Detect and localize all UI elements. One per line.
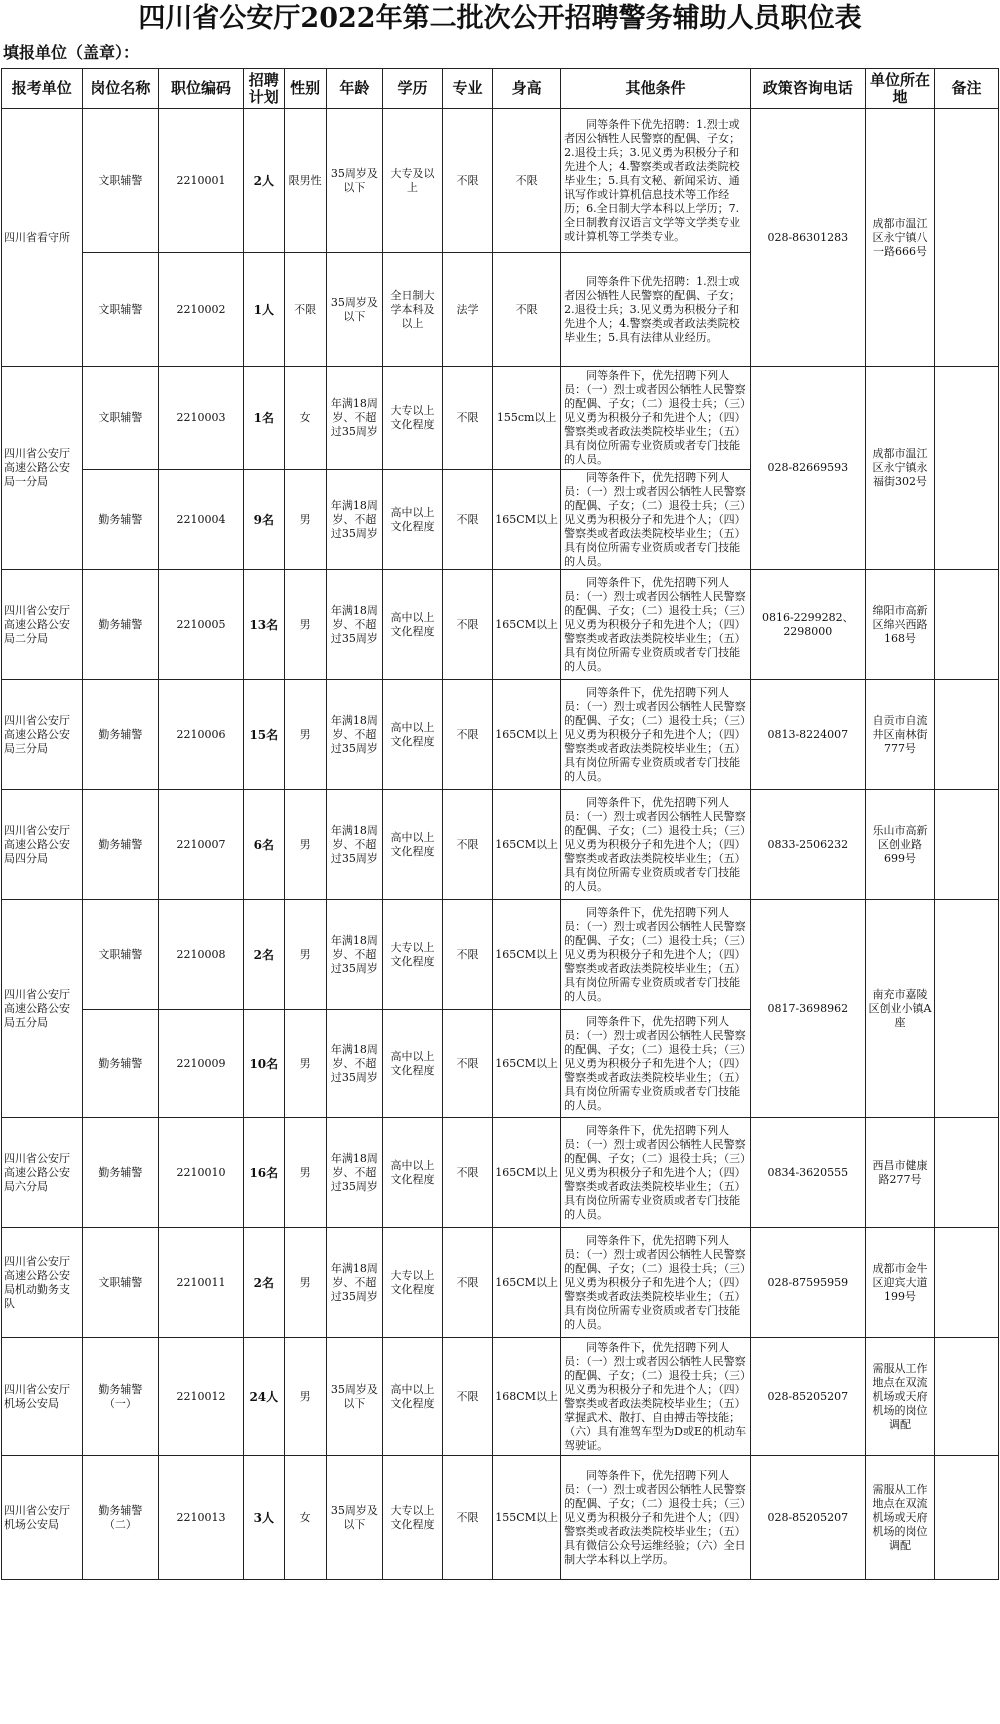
post-cell: 勤务辅警 [82,1118,158,1228]
header-education: 学历 [383,69,443,109]
age-cell: 35周岁及以下 [326,109,383,253]
code-cell: 2210007 [159,790,244,900]
header-notes: 备注 [935,69,999,109]
plan-cell: 2名 [243,1228,284,1338]
major-cell: 法学 [442,253,492,367]
unit-cell: 四川省看守所 [2,109,83,367]
phone-cell: 0816-2299282、2298000 [750,570,865,680]
height-cell: 165CM以上 [493,1118,561,1228]
plan-cell: 10名 [243,1010,284,1118]
unit-cell: 四川省公安厅机场公安局 [2,1338,83,1456]
table-row [2,680,999,790]
table-row [2,570,999,680]
location-cell: 需服从工作地点在双流机场或天府机场的岗位调配 [865,1338,934,1456]
code-cell: 2210010 [159,1118,244,1228]
header-gender: 性别 [284,69,326,109]
page-title: 四川省公安厅2022年第二批次公开招聘警务辅助人员职位表 [138,3,862,34]
gender-cell: 男 [284,470,326,570]
plan-cell: 13名 [243,570,284,680]
unit-cell: 四川省公安厅高速公路公安局六分局 [2,1118,83,1228]
height-cell: 155cm以上 [493,367,561,470]
header-age: 年龄 [326,69,383,109]
age-cell: 年满18周岁、不超过35周岁 [326,680,383,790]
header-code: 职位编码 [159,69,244,109]
height-cell: 不限 [493,109,561,253]
table-row [2,1228,999,1338]
education-cell: 高中以上文化程度 [383,1118,443,1228]
phone-cell: 028-85205207 [750,1456,865,1580]
table-row [2,1456,999,1580]
age-cell: 年满18周岁、不超过35周岁 [326,1228,383,1338]
height-cell: 168CM以上 [493,1338,561,1456]
other-conditions-cell: 同等条件下，优先招聘下列人员：（一）烈士或者因公牺牲人民警察的配偶、子女；（二）退役士兵；（三）见义勇为积极分子和先进个人；（四）警察类或者政法类院校毕业生；（五）具有岗位所需专业资质或者专门技能的人员。 [561,680,751,790]
phone-cell: 0834-3620555 [750,1118,865,1228]
notes-cell [935,1338,999,1456]
plan-cell: 16名 [243,1118,284,1228]
notes-cell [935,680,999,790]
education-cell: 大专以上文化程度 [383,900,443,1010]
education-cell: 大专以上文化程度 [383,1456,443,1580]
header-major: 专业 [442,69,492,109]
location-cell: 绵阳市高新区绵兴西路168号 [865,570,934,680]
phone-cell: 028-82669593 [750,367,865,570]
post-cell: 文职辅警 [82,900,158,1010]
height-cell: 165CM以上 [493,1228,561,1338]
location-cell: 南充市嘉陵区创业小镇A座 [865,900,934,1118]
age-cell: 35周岁及以下 [326,253,383,367]
education-cell: 高中以上文化程度 [383,470,443,570]
code-cell: 2210002 [159,253,244,367]
education-cell: 高中以上文化程度 [383,790,443,900]
header-phone: 政策咨询电话 [750,69,865,109]
plan-cell: 2人 [243,109,284,253]
header-plan: 招聘计划 [243,69,284,109]
code-cell: 2210013 [159,1456,244,1580]
other-conditions-cell: 同等条件下优先招聘：1.烈士或者因公牺牲人民警察的配偶、子女；2.退役士兵；3.见义勇为积极分子和先进个人；4.警察类或者政法类院校毕业生；5.具有法律从业经历。 [561,253,751,367]
location-cell: 自贡市自流井区南林街777号 [865,680,934,790]
post-cell: 勤务辅警 [82,680,158,790]
other-conditions-cell: 同等条件下，优先招聘下列人员：（一）烈士或者因公牺牲人民警察的配偶、子女；（二）退役士兵；（三）见义勇为积极分子和先进个人；（四）警察类或者政法类院校毕业生；（五）具有岗位所需专业资质或者专门技能的人员。 [561,1010,751,1118]
notes-cell [935,367,999,570]
plan-cell: 6名 [243,790,284,900]
phone-cell: 0817-3698962 [750,900,865,1118]
major-cell: 不限 [442,570,492,680]
code-cell: 2210012 [159,1338,244,1456]
post-cell: 勤务辅警 [82,570,158,680]
gender-cell: 男 [284,790,326,900]
age-cell: 年满18周岁、不超过35周岁 [326,1010,383,1118]
age-cell: 年满18周岁、不超过35周岁 [326,367,383,470]
education-cell: 高中以上文化程度 [383,1338,443,1456]
education-cell: 高中以上文化程度 [383,1010,443,1118]
table-row [2,367,999,470]
positions-table [1,68,999,1580]
unit-cell: 四川省公安厅高速公路公安局一分局 [2,367,83,570]
major-cell: 不限 [442,109,492,253]
age-cell: 年满18周岁、不超过35周岁 [326,470,383,570]
other-conditions-cell: 同等条件下，优先招聘下列人员：（一）烈士或者因公牺牲人民警察的配偶、子女；（二）退役士兵；（三）见义勇为积极分子和先进个人；（四）警察类或者政法类院校毕业生；（五）具有岗位所需专业资质或者专门技能的人员。 [561,790,751,900]
other-conditions-cell: 同等条件下，优先招聘下列人员：（一）烈士或者因公牺牲人民警察的配偶、子女；（二）退役士兵；（三）见义勇为积极分子和先进个人；（四）警察类或者政法类院校毕业生；（五）具有岗位所需专业资质或者专门技能的人员。 [561,1228,751,1338]
post-cell: 文职辅警 [82,367,158,470]
code-cell: 2210005 [159,570,244,680]
height-cell: 165CM以上 [493,470,561,570]
education-cell: 高中以上文化程度 [383,570,443,680]
gender-cell: 男 [284,1010,326,1118]
table-row [2,790,999,900]
major-cell: 不限 [442,1338,492,1456]
education-cell: 高中以上文化程度 [383,680,443,790]
unit-cell: 四川省公安厅高速公路公安局四分局 [2,790,83,900]
table-row [2,900,999,1010]
unit-cell: 四川省公安厅高速公路公安局五分局 [2,900,83,1118]
header-row [2,69,999,109]
notes-cell [935,1228,999,1338]
unit-cell: 四川省公安厅高速公路公安局三分局 [2,680,83,790]
age-cell: 年满18周岁、不超过35周岁 [326,900,383,1010]
code-cell: 2210009 [159,1010,244,1118]
major-cell: 不限 [442,1118,492,1228]
other-conditions-cell: 同等条件下，优先招聘下列人员：（一）烈士或者因公牺牲人民警察的配偶、子女；（二）退役士兵；（三）见义勇为积极分子和先进个人；（四）警察类或者政法类院校毕业生；（五）具有岗位所需专业资质或者专门技能的人员。 [561,900,751,1010]
phone-cell: 028-87595959 [750,1228,865,1338]
unit-cell: 四川省公安厅高速公路公安局机动勤务支队 [2,1228,83,1338]
major-cell: 不限 [442,367,492,470]
code-cell: 2210011 [159,1228,244,1338]
height-cell: 165CM以上 [493,1010,561,1118]
code-cell: 2210003 [159,367,244,470]
post-cell: 勤务辅警 [82,1010,158,1118]
table-row [2,109,999,253]
height-cell: 165CM以上 [493,570,561,680]
phone-cell: 0833-2506232 [750,790,865,900]
notes-cell [935,1456,999,1580]
plan-cell: 1人 [243,253,284,367]
gender-cell: 男 [284,1338,326,1456]
location-cell: 成都市金牛区迎宾大道199号 [865,1228,934,1338]
phone-cell: 0813-8224007 [750,680,865,790]
plan-cell: 1名 [243,367,284,470]
post-cell: 勤务辅警 [82,790,158,900]
unit-cell: 四川省公安厅高速公路公安局二分局 [2,570,83,680]
other-conditions-cell: 同等条件下，优先招聘下列人员：（一）烈士或者因公牺牲人民警察的配偶、子女；（二）退役士兵；（三）见义勇为积极分子和先进个人；（四）警察类或者政法类院校毕业生；（五）具有岗位所需专业资质或者专门技能的人员。 [561,1118,751,1228]
location-cell: 成都市温江区永宁镇八一路666号 [865,109,934,367]
code-cell: 2210004 [159,470,244,570]
height-cell: 165CM以上 [493,900,561,1010]
height-cell: 155CM以上 [493,1456,561,1580]
plan-cell: 15名 [243,680,284,790]
location-cell: 西昌市健康路277号 [865,1118,934,1228]
gender-cell: 男 [284,680,326,790]
other-conditions-cell: 同等条件下，优先招聘下列人员：（一）烈士或者因公牺牲人民警察的配偶、子女；（二）退役士兵；（三）见义勇为积极分子和先进个人；（四）警察类或者政法类院校毕业生；（五）具有岗位所需专业资质或者专门技能的人员。 [561,570,751,680]
education-cell: 大专及以上 [383,109,443,253]
header-height: 身高 [493,69,561,109]
location-cell: 需服从工作地点在双流机场或天府机场的岗位调配 [865,1456,934,1580]
location-cell: 成都市温江区永宁镇永福街302号 [865,367,934,570]
gender-cell: 女 [284,367,326,470]
gender-cell: 男 [284,1228,326,1338]
major-cell: 不限 [442,680,492,790]
other-conditions-cell: 同等条件下，优先招聘下列人员：（一）烈士或者因公牺牲人民警察的配偶、子女；（二）退役士兵；（三）见义勇为积极分子和先进个人；（四）警察类或者政法类院校毕业生；（五）具有岗位所需专业资质或者专门技能的人员。 [561,470,751,570]
gender-cell: 男 [284,1118,326,1228]
code-cell: 2210008 [159,900,244,1010]
notes-cell [935,109,999,367]
table-row [2,1118,999,1228]
gender-cell: 女 [284,1456,326,1580]
major-cell: 不限 [442,1456,492,1580]
unit-cell: 四川省公安厅机场公安局 [2,1456,83,1580]
other-conditions-cell: 同等条件下，优先招聘下列人员：（一）烈士或者因公牺牲人民警察的配偶、子女；（二）退役士兵；（三）见义勇为积极分子和先进个人；（四）警察类或者政法类院校毕业生；（五）具有岗位所需专业资质或者专门技能的人员。 [561,367,751,470]
post-cell: 文职辅警 [82,1228,158,1338]
header-location: 单位所在地 [865,69,934,109]
header-other: 其他条件 [561,69,751,109]
other-conditions-cell: 同等条件下，优先招聘下列人员：（一）烈士或者因公牺牲人民警察的配偶、子女；（二）退役士兵；（三）见义勇为积极分子和先进个人；（四）警察类或者政法类院校毕业生；（五）掌握武术、散打、自由搏击等技能；（六）具有准驾车型为D或E的机动车驾驶证。 [561,1338,751,1456]
phone-cell: 028-85205207 [750,1338,865,1456]
education-cell: 全日制大学本科及以上 [383,253,443,367]
major-cell: 不限 [442,1010,492,1118]
age-cell: 年满18周岁、不超过35周岁 [326,1118,383,1228]
notes-cell [935,1118,999,1228]
post-cell: 文职辅警 [82,109,158,253]
table-row [2,1338,999,1456]
height-cell: 165CM以上 [493,790,561,900]
height-cell: 165CM以上 [493,680,561,790]
height-cell: 不限 [493,253,561,367]
plan-cell: 2名 [243,900,284,1010]
gender-cell: 不限 [284,253,326,367]
other-conditions-cell: 同等条件下，优先招聘下列人员：（一）烈士或者因公牺牲人民警察的配偶、子女；（二）退役士兵；（三）见义勇为积极分子和先进个人；（四）警察类或者政法类院校毕业生；（五）具有微信公众号运维经验；（六）全日制大学本科以上学历。 [561,1456,751,1580]
major-cell: 不限 [442,1228,492,1338]
code-cell: 2210001 [159,109,244,253]
notes-cell [935,790,999,900]
code-cell: 2210006 [159,680,244,790]
unit-label: 填报单位（盖章）： [3,43,140,62]
notes-cell [935,900,999,1118]
header-unit: 报考单位 [2,69,83,109]
age-cell: 年满18周岁、不超过35周岁 [326,790,383,900]
major-cell: 不限 [442,470,492,570]
gender-cell: 限男性 [284,109,326,253]
post-cell: 勤务辅警（二） [82,1456,158,1580]
location-cell: 乐山市高新区创业路699号 [865,790,934,900]
education-cell: 大专以上文化程度 [383,367,443,470]
post-cell: 勤务辅警 [82,470,158,570]
gender-cell: 男 [284,570,326,680]
plan-cell: 9名 [243,470,284,570]
gender-cell: 男 [284,900,326,1010]
major-cell: 不限 [442,790,492,900]
notes-cell [935,570,999,680]
post-cell: 勤务辅警（一） [82,1338,158,1456]
plan-cell: 24人 [243,1338,284,1456]
education-cell: 大专以上文化程度 [383,1228,443,1338]
age-cell: 35周岁及以下 [326,1338,383,1456]
plan-cell: 3人 [243,1456,284,1580]
other-conditions-cell: 同等条件下优先招聘：1.烈士或者因公牺牲人民警察的配偶、子女；2.退役士兵；3.见义勇为积极分子和先进个人；4.警察类或者政法类院校毕业生；5.具有文秘、新闻采访、通讯写作或计算机信息技术等工作经历；6.全日制大学本科以上学历；7.全日制教育汉语言文学等文学类专业或计算机等工学类专业。 [561,109,751,253]
header-post: 岗位名称 [82,69,158,109]
post-cell: 文职辅警 [82,253,158,367]
age-cell: 35周岁及以下 [326,1456,383,1580]
phone-cell: 028-86301283 [750,109,865,367]
major-cell: 不限 [442,900,492,1010]
age-cell: 年满18周岁、不超过35周岁 [326,570,383,680]
